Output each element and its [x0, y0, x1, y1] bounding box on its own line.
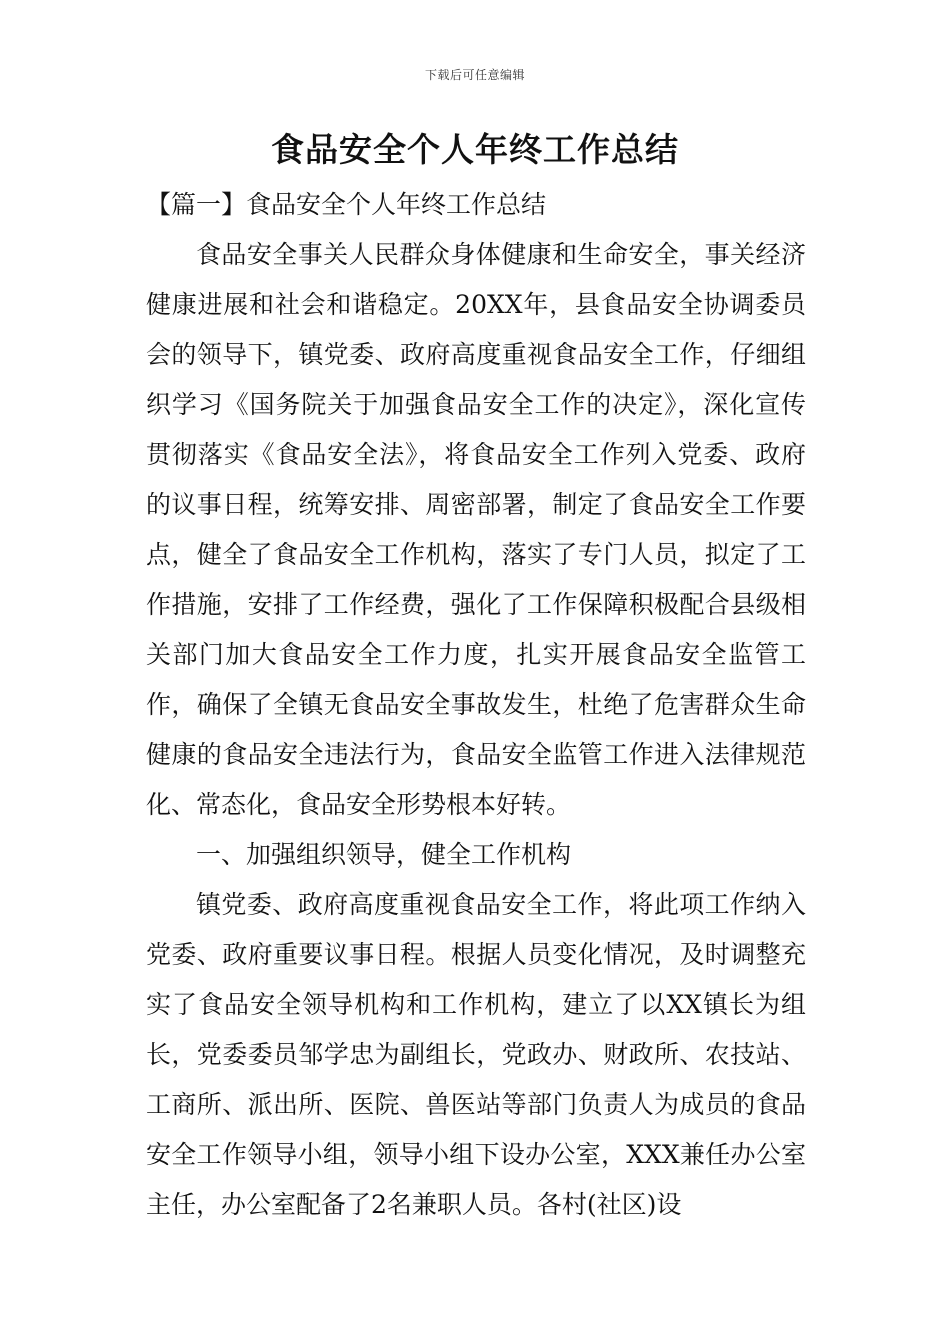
paragraph-intro: 食品安全事关人民群众身体健康和生命安全，事关经济健康进展和社会和谐稳定。20XX年，县食品安全协调委员会的领导下，镇党委、政府高度重视食品安全工作，仔细组织学习《国务院关于加强食品安全工作的决定》，深化宣传贯彻落实《食品安全法》，将食品安全工作列入党委、政府的议事日程，统筹安排、周密部署，制定了食品安全工作要点，健全了食品安全工作机构，落实了专门人员，拟定了工作措施，安排了工作经费，强化了工作保障积极配合县级相关部门加大食品安全工作力度，扎实开展食品安全监管工作，确保了全镇无食品安全事故发生，杜绝了危害群众生命健康的食品安全违法行为，食品安全监管工作进入法律规范化、常态化，食品安全形势根本好转。: [146, 240, 806, 819]
section-subtitle: 【篇一】食品安全个人年终工作总结: [146, 190, 547, 219]
paragraph-section-1: 镇党委、政府高度重视食品安全工作，将此项工作纳入党委、政府重要议事日程。根据人员变化情况，及时调整充实了食品安全领导机构和工作机构，建立了以XX镇长为组长，党委委员邹学忠为副组长，党政办、财政所、农技站、工商所、派出所、医院、兽医站等部门负责人为成员的食品安全工作领导小组，领导小组下设办公室，XXX兼任办公室主任，办公室配备了2名兼职人员。各村(社区)设: [146, 890, 806, 1219]
section-heading-1: 一、加强组织领导，健全工作机构: [196, 840, 572, 869]
header-note: 下载后可任意编辑: [424, 68, 525, 82]
document-body: [146, 180, 806, 1230]
document-title: 食品安全个人年终工作总结: [271, 130, 679, 169]
